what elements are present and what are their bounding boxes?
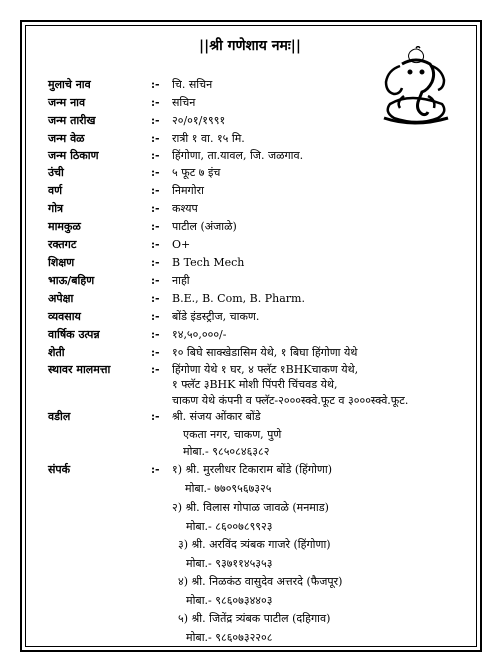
separator: :- [151,256,160,269]
contact-name: ४) श्री. निळकंठ वासुदेव अत्तरदे (फैजपूर) [178,575,343,588]
field-value: B Tech Mech [172,256,245,269]
separator: :- [151,132,160,145]
field-value: ५ फूट ७ इंच [172,166,221,179]
contact-name: ३) श्री. अरविंद त्र्यंबक गाजरे (हिंगोणा) [178,538,331,551]
separator: :- [151,274,160,287]
separator: :- [151,220,160,233]
property-line-2: १ फ्लॅट ३BHK मोशी पिंपरी चिंचवड येथे, [172,378,338,391]
field-value: चि. सचिन [172,78,213,91]
contact-mobile: मोबा.- ९८६०७३२२०८ [186,631,273,644]
separator: :- [151,202,160,215]
field-value: B.E., B. Com, B. Pharm. [172,292,305,305]
field-value: निमगोरा [172,184,204,197]
contact-mobile: मोबा.- ८६००७८९९२३ [186,520,273,533]
field-value: नाही [172,274,190,287]
field-value: सचिन [172,96,196,109]
field-label: उंची [48,166,64,179]
separator: :- [151,166,160,179]
field-value: O+ [172,238,191,251]
field-label: गोत्र [48,202,64,215]
ganesh-icon [380,46,452,126]
field-value: १४,५०,०००/- [172,328,227,341]
contact-name: २) श्री. विलास गोपाळ जावळे (मनमाड) [172,501,329,514]
field-value: रात्री १ वा. १५ मि. [172,132,245,145]
field-label: अपेक्षा [48,292,74,305]
field-value: पाटील (अंजाळे) [172,220,237,233]
field-value: २०/०१/१९९१ [172,114,226,127]
field-label: जन्म नाव [48,96,86,109]
father-label: वडील [48,410,71,423]
field-value: १० बिघे साक्खेडासिम येथे, १ बिघा हिंगोणा येथे [172,346,358,359]
separator: :- [151,310,160,323]
separator: :- [151,114,160,127]
separator: :- [151,410,160,423]
field-label: जन्म वेळ [48,132,85,145]
field-label: मुलाचे नाव [48,78,91,91]
separator: :- [151,328,160,341]
page-title: ||श्री गणेशाय नमः|| [199,38,301,54]
field-label: शिक्षण [48,256,75,269]
field-label: रक्तगट [48,238,77,251]
separator: :- [151,346,160,359]
separator: :- [151,149,160,162]
father-mobile: मोबा.- ९८५०८४६३८२ [183,445,270,458]
separator: :- [151,238,160,251]
contact-label: संपर्क [48,463,71,476]
field-value: हिंगोणा येथे १ घर, ४ फ्लॅट १BHKचाकण येथे, [172,363,359,376]
field-label: जन्म तारीख [48,114,96,127]
separator: :- [151,78,160,91]
separator: :- [151,184,160,197]
contact-mobile: मोबा.- ९३७११४५३५३ [186,557,273,570]
field-label: मामकुळ [48,220,81,233]
field-label: शेती [48,346,65,359]
property-line-3: चाकण येथे कंपनी व फ्लॅट-२०००स्क्वे.फूट व ३०००स्क्वे.फूट. [172,394,409,407]
separator: :- [151,363,160,376]
field-label: भाऊ/बहिण [48,274,95,287]
father-address: एकता नगर, चाकण, पुणे [183,428,282,441]
field-value: कश्यप [172,202,198,215]
contact-mobile: मोबा.- ७७०९५६७३२५ [185,482,272,495]
separator: :- [151,292,160,305]
field-label: जन्म ठिकाण [48,149,99,162]
contact-name: १) श्री. मुरलीधर टिकाराम बोंडे (हिंगोणा) [172,463,333,476]
field-label: व्यवसाय [48,310,81,323]
field-label: वर्ण [48,184,63,197]
father-name: श्री. संजय ओंकार बोंडे [172,410,261,423]
contact-mobile: मोबा.- ९८६०७३४४०३ [186,594,273,607]
field-label: स्थावर मालमत्ता [48,363,111,376]
field-value: हिंगोणा, ता.यावल, जि. जळगाव. [172,149,304,162]
separator: :- [151,96,160,109]
separator: :- [151,463,160,476]
field-value: बोंडे इंडस्ट्रीज, चाकण. [172,310,260,323]
contact-name: ५) श्री. जितेंद्र त्र्यंबक पाटील (दहिगाव) [178,612,331,625]
field-label: वार्षिक उत्पन्न [48,328,100,341]
